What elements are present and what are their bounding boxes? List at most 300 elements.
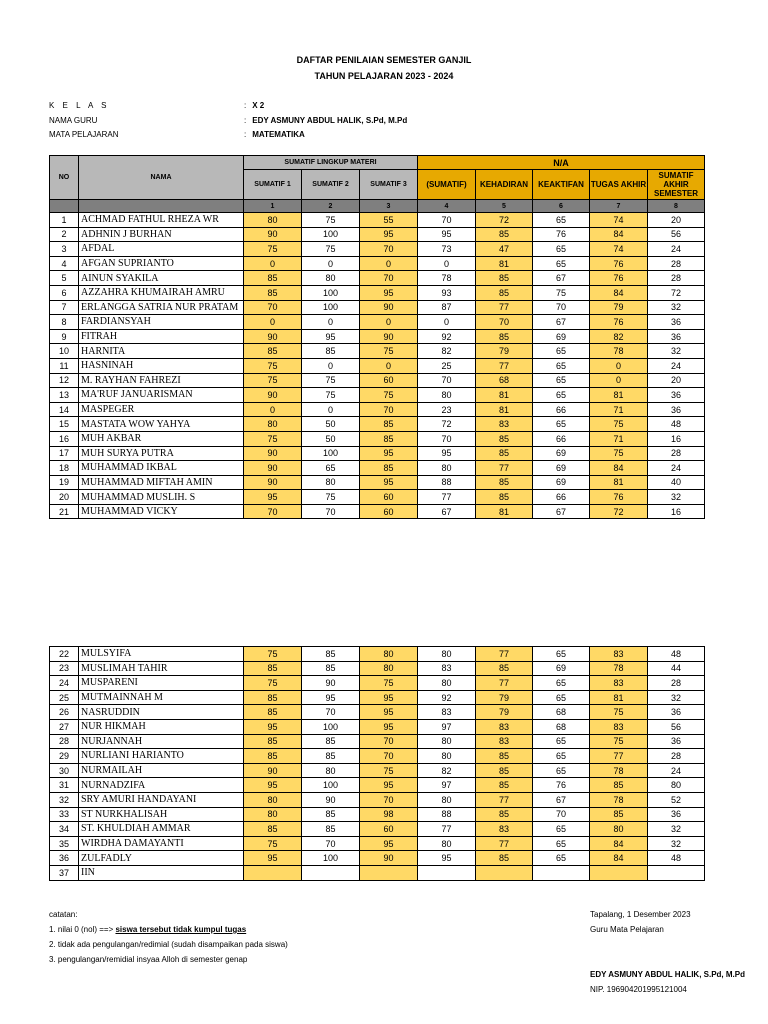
cell-kehadiran: 83 xyxy=(476,719,533,734)
cell-tugas-akhir: 75 xyxy=(590,705,648,720)
cell-kehadiran: 85 xyxy=(476,271,533,286)
cell-sumatif: 82 xyxy=(418,344,476,359)
cell-sumatif: 78 xyxy=(418,271,476,286)
cell-sumatif: 25 xyxy=(418,358,476,373)
cell-nama: AFGAN SUPRIANTO xyxy=(79,256,244,271)
cell-kehadiran: 85 xyxy=(476,778,533,793)
cell-sumatif: 80 xyxy=(418,836,476,851)
cell-no: 5 xyxy=(50,271,79,286)
cell-nama: MUTMAINNAH M xyxy=(79,690,244,705)
table-row xyxy=(50,676,705,691)
cell-keaktifan: 67 xyxy=(533,504,590,519)
cell-sumatif-2: 100 xyxy=(302,778,360,793)
cell-nama: NASRUDDIN xyxy=(79,705,244,720)
cell-sumatif: 80 xyxy=(418,734,476,749)
cell-sumatif: 77 xyxy=(418,822,476,837)
cell-kehadiran: 83 xyxy=(476,417,533,432)
cell-keaktifan: 70 xyxy=(533,807,590,822)
cell-sumatif-3: 60 xyxy=(360,373,418,388)
cell-sumatif-3: 80 xyxy=(360,647,418,662)
cell-sumatif-2: 85 xyxy=(302,661,360,676)
cell-nama: ADHNIN J BURHAN xyxy=(79,227,244,242)
cell-keaktifan: 65 xyxy=(533,763,590,778)
cell-no: 14 xyxy=(50,402,79,417)
cell-sumatif: 83 xyxy=(418,705,476,720)
cell-kehadiran: 85 xyxy=(476,446,533,461)
cell-sumatif-1: 95 xyxy=(244,778,302,793)
cell-keaktifan: 69 xyxy=(533,661,590,676)
cell-sas: 28 xyxy=(648,676,705,691)
grade-table-top xyxy=(49,155,705,519)
table-row xyxy=(50,402,705,417)
cell-keaktifan xyxy=(533,865,590,880)
cell-kehadiran: 79 xyxy=(476,690,533,705)
cell-sumatif: 82 xyxy=(418,763,476,778)
cell-sumatif-1: 90 xyxy=(244,329,302,344)
grade-table-bottom xyxy=(49,646,705,881)
cell-no: 13 xyxy=(50,388,79,403)
cell-sas: 48 xyxy=(648,647,705,662)
table-row xyxy=(50,778,705,793)
cell-no: 22 xyxy=(50,647,79,662)
cell-sumatif-1: 0 xyxy=(244,315,302,330)
cell-keaktifan: 65 xyxy=(533,822,590,837)
cell-tugas-akhir: 83 xyxy=(590,719,648,734)
info-label-mapel: MATA PELAJARAN xyxy=(49,130,119,139)
signature-name: EDY ASMUNY ABDUL HALIK, S.Pd, M.Pd xyxy=(590,970,745,979)
cell-no: 3 xyxy=(50,242,79,257)
cell-sumatif: 93 xyxy=(418,285,476,300)
cell-sumatif-2: 80 xyxy=(302,475,360,490)
cell-sumatif-2: 95 xyxy=(302,329,360,344)
cell-tugas-akhir: 76 xyxy=(590,256,648,271)
cell-sumatif-1: 90 xyxy=(244,388,302,403)
table-row xyxy=(50,661,705,676)
cell-nama: MUSLIMAH TAHIR xyxy=(79,661,244,676)
cell-keaktifan: 65 xyxy=(533,344,590,359)
cell-sumatif-1: 75 xyxy=(244,358,302,373)
cell-sas: 36 xyxy=(648,402,705,417)
cell-sumatif-1: 0 xyxy=(244,402,302,417)
cell-tugas-akhir: 76 xyxy=(590,271,648,286)
cell-no: 36 xyxy=(50,851,79,866)
cell-sumatif-3: 60 xyxy=(360,504,418,519)
cell-tugas-akhir: 71 xyxy=(590,402,648,417)
cell-no: 29 xyxy=(50,749,79,764)
cell-sumatif-1: 90 xyxy=(244,475,302,490)
cell-sumatif-2: 75 xyxy=(302,388,360,403)
cell-kehadiran: 85 xyxy=(476,475,533,490)
cell-sas: 36 xyxy=(648,705,705,720)
cell-tugas-akhir: 72 xyxy=(590,504,648,519)
cell-sas: 48 xyxy=(648,851,705,866)
cell-sumatif-3: 95 xyxy=(360,475,418,490)
table-row xyxy=(50,490,705,505)
cell-sumatif-2: 0 xyxy=(302,256,360,271)
table-row xyxy=(50,647,705,662)
cell-sas: 56 xyxy=(648,227,705,242)
cell-sumatif: 83 xyxy=(418,661,476,676)
table-row xyxy=(50,315,705,330)
cell-sumatif-3: 95 xyxy=(360,778,418,793)
cell-kehadiran: 85 xyxy=(476,851,533,866)
cell-sumatif-3: 60 xyxy=(360,490,418,505)
cell-keaktifan: 65 xyxy=(533,256,590,271)
cell-sumatif-3: 95 xyxy=(360,690,418,705)
cell-sumatif: 95 xyxy=(418,851,476,866)
cell-sumatif-3 xyxy=(360,865,418,880)
cell-kehadiran: 77 xyxy=(476,792,533,807)
cell-keaktifan: 69 xyxy=(533,446,590,461)
cell-nama: MUHAMMAD IKBAL xyxy=(79,461,244,476)
cell-sumatif-2: 0 xyxy=(302,358,360,373)
cell-tugas-akhir: 75 xyxy=(590,446,648,461)
cell-nama: MUH AKBAR xyxy=(79,431,244,446)
header-index-6: 6 xyxy=(533,200,590,213)
cell-kehadiran: 72 xyxy=(476,213,533,228)
cell-kehadiran: 77 xyxy=(476,676,533,691)
cell-sumatif: 67 xyxy=(418,504,476,519)
cell-no: 6 xyxy=(50,285,79,300)
cell-sumatif-3: 75 xyxy=(360,763,418,778)
cell-no: 31 xyxy=(50,778,79,793)
cell-sumatif-1: 90 xyxy=(244,763,302,778)
cell-tugas-akhir: 78 xyxy=(590,792,648,807)
cell-kehadiran: 77 xyxy=(476,300,533,315)
cell-tugas-akhir: 84 xyxy=(590,851,648,866)
cell-sumatif-2: 85 xyxy=(302,749,360,764)
cell-sas: 32 xyxy=(648,822,705,837)
cell-sumatif-3: 85 xyxy=(360,417,418,432)
cell-keaktifan: 65 xyxy=(533,734,590,749)
cell-sumatif-2: 80 xyxy=(302,271,360,286)
cell-no: 27 xyxy=(50,719,79,734)
cell-tugas-akhir: 83 xyxy=(590,647,648,662)
cell-sas: 24 xyxy=(648,461,705,476)
cell-sumatif-1: 75 xyxy=(244,431,302,446)
cell-sas: 28 xyxy=(648,256,705,271)
cell-no: 17 xyxy=(50,446,79,461)
cell-kehadiran: 68 xyxy=(476,373,533,388)
cell-tugas-akhir: 77 xyxy=(590,749,648,764)
cell-sumatif-3: 75 xyxy=(360,676,418,691)
cell-sumatif-3: 60 xyxy=(360,822,418,837)
cell-no: 11 xyxy=(50,358,79,373)
cell-keaktifan: 70 xyxy=(533,300,590,315)
cell-sumatif-1: 85 xyxy=(244,661,302,676)
cell-tugas-akhir: 81 xyxy=(590,388,648,403)
cell-tugas-akhir: 80 xyxy=(590,822,648,837)
cell-sas: 32 xyxy=(648,300,705,315)
cell-sas: 52 xyxy=(648,792,705,807)
cell-sumatif: 97 xyxy=(418,778,476,793)
header-kehadiran: KEHADIRAN xyxy=(476,170,533,200)
cell-tugas-akhir: 75 xyxy=(590,734,648,749)
cell-sumatif-3: 95 xyxy=(360,719,418,734)
cell-sumatif-1: 80 xyxy=(244,417,302,432)
cell-sumatif-3: 70 xyxy=(360,242,418,257)
cell-sumatif-1: 95 xyxy=(244,851,302,866)
cell-sumatif-3: 70 xyxy=(360,792,418,807)
table-row xyxy=(50,227,705,242)
cell-kehadiran: 85 xyxy=(476,227,533,242)
cell-keaktifan: 69 xyxy=(533,475,590,490)
cell-sumatif-2: 85 xyxy=(302,344,360,359)
cell-nama: ACHMAD FATHUL RHEZA WR xyxy=(79,213,244,228)
cell-sas: 24 xyxy=(648,763,705,778)
cell-keaktifan: 66 xyxy=(533,402,590,417)
cell-kehadiran: 81 xyxy=(476,402,533,417)
table-row xyxy=(50,865,705,880)
cell-nama: ST. KHULDIAH AMMAR xyxy=(79,822,244,837)
cell-sumatif-3: 80 xyxy=(360,661,418,676)
header-index-1: 1 xyxy=(244,200,302,213)
cell-sumatif: 0 xyxy=(418,315,476,330)
cell-keaktifan: 65 xyxy=(533,242,590,257)
cell-keaktifan: 67 xyxy=(533,271,590,286)
table-row xyxy=(50,836,705,851)
cell-keaktifan: 65 xyxy=(533,836,590,851)
cell-nama: MUH SURYA PUTRA xyxy=(79,446,244,461)
cell-sumatif-2: 85 xyxy=(302,647,360,662)
cell-sumatif-2: 75 xyxy=(302,242,360,257)
cell-sumatif-2: 0 xyxy=(302,402,360,417)
cell-no: 32 xyxy=(50,792,79,807)
cell-sumatif-2: 100 xyxy=(302,285,360,300)
cell-sumatif: 88 xyxy=(418,475,476,490)
cell-nama: SRY AMURI HANDAYANI xyxy=(79,792,244,807)
cell-nama: ERLANGGA SATRIA NUR PRATAM xyxy=(79,300,244,315)
cell-sumatif: 80 xyxy=(418,388,476,403)
cell-tugas-akhir: 76 xyxy=(590,490,648,505)
header-tugas-akhir: TUGAS AKHIR xyxy=(590,170,648,200)
cell-sas: 24 xyxy=(648,358,705,373)
header-keaktifan: KEAKTIFAN xyxy=(533,170,590,200)
cell-sumatif xyxy=(418,865,476,880)
cell-keaktifan: 76 xyxy=(533,227,590,242)
header-sumatif-2: SUMATIF 2 xyxy=(302,170,360,200)
cell-sumatif-2: 0 xyxy=(302,315,360,330)
cell-sumatif-1: 80 xyxy=(244,213,302,228)
cell-no: 21 xyxy=(50,504,79,519)
cell-sumatif-3: 85 xyxy=(360,461,418,476)
cell-sumatif-1: 75 xyxy=(244,373,302,388)
cell-sumatif-3: 95 xyxy=(360,836,418,851)
cell-nama: WIRDHA DAMAYANTI xyxy=(79,836,244,851)
cell-sumatif: 80 xyxy=(418,676,476,691)
cell-sas: 28 xyxy=(648,446,705,461)
cell-no: 8 xyxy=(50,315,79,330)
cell-sumatif-1: 90 xyxy=(244,446,302,461)
cell-sas: 20 xyxy=(648,373,705,388)
cell-no: 28 xyxy=(50,734,79,749)
cell-sumatif-2: 85 xyxy=(302,822,360,837)
cell-sas: 44 xyxy=(648,661,705,676)
cell-nama: IIN xyxy=(79,865,244,880)
cell-nama: NUR HIKMAH xyxy=(79,719,244,734)
table-row xyxy=(50,734,705,749)
cell-keaktifan: 65 xyxy=(533,676,590,691)
cell-tugas-akhir: 75 xyxy=(590,417,648,432)
cell-no: 1 xyxy=(50,213,79,228)
table-row xyxy=(50,285,705,300)
cell-nama: NURMAILAH xyxy=(79,763,244,778)
cell-kehadiran: 85 xyxy=(476,763,533,778)
cell-no: 4 xyxy=(50,256,79,271)
cell-nama: MUHAMMAD MUSLIH. S xyxy=(79,490,244,505)
cell-tugas-akhir: 76 xyxy=(590,315,648,330)
cell-sumatif: 80 xyxy=(418,792,476,807)
cell-no: 20 xyxy=(50,490,79,505)
cell-nama: NURJANNAH xyxy=(79,734,244,749)
cell-nama: MA'RUF JANUARISMAN xyxy=(79,388,244,403)
table-row xyxy=(50,388,705,403)
cell-keaktifan: 65 xyxy=(533,417,590,432)
signature-place-date: Tapalang, 1 Desember 2023 xyxy=(590,910,691,919)
cell-sumatif-2: 100 xyxy=(302,719,360,734)
cell-no: 33 xyxy=(50,807,79,822)
header-sumatif-lingkup-materi: SUMATIF LINGKUP MATERI xyxy=(244,156,418,170)
cell-sumatif: 87 xyxy=(418,300,476,315)
cell-sumatif-1: 85 xyxy=(244,271,302,286)
cell-sumatif-1: 85 xyxy=(244,822,302,837)
cell-kehadiran: 77 xyxy=(476,836,533,851)
cell-nama: MUHAMMAD VICKY xyxy=(79,504,244,519)
cell-sumatif-2: 65 xyxy=(302,461,360,476)
cell-sumatif-2: 75 xyxy=(302,490,360,505)
cell-sas: 36 xyxy=(648,329,705,344)
cell-tugas-akhir: 78 xyxy=(590,661,648,676)
cell-no: 35 xyxy=(50,836,79,851)
cell-sumatif: 95 xyxy=(418,227,476,242)
cell-keaktifan: 65 xyxy=(533,388,590,403)
header-index-3: 3 xyxy=(360,200,418,213)
cell-sumatif: 77 xyxy=(418,490,476,505)
cell-sas: 32 xyxy=(648,344,705,359)
cell-sumatif-3: 70 xyxy=(360,734,418,749)
cell-no: 15 xyxy=(50,417,79,432)
header-sumatif-akhir-semester: SUMATIF AKHIR SEMESTER xyxy=(648,170,705,200)
cell-sas: 20 xyxy=(648,213,705,228)
document-subtitle: TAHUN PELAJARAN 2023 - 2024 xyxy=(314,71,454,81)
cell-nama: MULSYIFA xyxy=(79,647,244,662)
cell-sumatif-3: 55 xyxy=(360,213,418,228)
cell-kehadiran: 85 xyxy=(476,661,533,676)
cell-tugas-akhir: 79 xyxy=(590,300,648,315)
cell-kehadiran: 85 xyxy=(476,490,533,505)
cell-sumatif-2: 100 xyxy=(302,446,360,461)
cell-sumatif-3: 95 xyxy=(360,446,418,461)
cell-sumatif-1: 90 xyxy=(244,461,302,476)
cell-kehadiran: 83 xyxy=(476,734,533,749)
cell-kehadiran: 85 xyxy=(476,431,533,446)
header-sumatif: (SUMATIF) xyxy=(418,170,476,200)
cell-sumatif-1: 85 xyxy=(244,734,302,749)
table-row xyxy=(50,329,705,344)
cell-sumatif-2: 85 xyxy=(302,807,360,822)
cell-sumatif-2: 85 xyxy=(302,734,360,749)
cell-nama: AINUN SYAKILA xyxy=(79,271,244,286)
cell-sas: 16 xyxy=(648,504,705,519)
cell-sumatif-3: 70 xyxy=(360,271,418,286)
cell-sumatif-2: 90 xyxy=(302,792,360,807)
cell-sumatif: 0 xyxy=(418,256,476,271)
cell-nama: MUHAMMAD MIFTAH AMIN xyxy=(79,475,244,490)
cell-sas xyxy=(648,865,705,880)
header-nama: NAMA xyxy=(79,156,244,200)
info-label-kelas: K E L A S xyxy=(49,101,110,110)
cell-no: 24 xyxy=(50,676,79,691)
cell-sas: 72 xyxy=(648,285,705,300)
cell-sumatif: 70 xyxy=(418,213,476,228)
cell-sumatif: 70 xyxy=(418,431,476,446)
cell-kehadiran: 83 xyxy=(476,822,533,837)
cell-no: 10 xyxy=(50,344,79,359)
cell-tugas-akhir: 83 xyxy=(590,676,648,691)
cell-keaktifan: 76 xyxy=(533,778,590,793)
cell-keaktifan: 75 xyxy=(533,285,590,300)
header-no: NO xyxy=(50,156,79,200)
cell-no: 37 xyxy=(50,865,79,880)
cell-sumatif-3: 90 xyxy=(360,329,418,344)
cell-no: 30 xyxy=(50,763,79,778)
cell-no: 9 xyxy=(50,329,79,344)
table-row xyxy=(50,256,705,271)
cell-keaktifan: 66 xyxy=(533,431,590,446)
cell-sas: 36 xyxy=(648,734,705,749)
cell-sas: 48 xyxy=(648,417,705,432)
cell-sas: 32 xyxy=(648,836,705,851)
cell-nama: HASNINAH xyxy=(79,358,244,373)
cell-tugas-akhir: 78 xyxy=(590,344,648,359)
cell-no: 16 xyxy=(50,431,79,446)
signature-nip: NIP. 196904201995121004 xyxy=(590,985,687,994)
cell-no: 18 xyxy=(50,461,79,476)
cell-kehadiran: 77 xyxy=(476,358,533,373)
cell-sas: 16 xyxy=(648,431,705,446)
cell-tugas-akhir: 82 xyxy=(590,329,648,344)
cell-sumatif-2: 50 xyxy=(302,417,360,432)
header-index-7: 7 xyxy=(590,200,648,213)
table-row xyxy=(50,822,705,837)
cell-sumatif: 70 xyxy=(418,373,476,388)
cell-sumatif-3: 85 xyxy=(360,431,418,446)
cell-kehadiran: 85 xyxy=(476,807,533,822)
cell-sumatif: 95 xyxy=(418,446,476,461)
table-row xyxy=(50,213,705,228)
cell-tugas-akhir: 85 xyxy=(590,778,648,793)
cell-sumatif-1 xyxy=(244,865,302,880)
cell-sumatif-3: 75 xyxy=(360,388,418,403)
table-row xyxy=(50,719,705,734)
cell-sumatif-1: 95 xyxy=(244,719,302,734)
cell-sumatif-3: 0 xyxy=(360,315,418,330)
document-title: DAFTAR PENILAIAN SEMESTER GANJIL xyxy=(296,55,472,65)
cell-no: 26 xyxy=(50,705,79,720)
cell-sumatif-1: 85 xyxy=(244,285,302,300)
note-2: 2. tidak ada pengulangan/redimial (sudah disampaikan pada siswa) xyxy=(49,940,288,949)
cell-kehadiran: 77 xyxy=(476,647,533,662)
cell-sumatif: 92 xyxy=(418,329,476,344)
cell-sas: 32 xyxy=(648,490,705,505)
cell-sas: 36 xyxy=(648,807,705,822)
cell-nama: MUSPARENI xyxy=(79,676,244,691)
cell-sumatif: 23 xyxy=(418,402,476,417)
cell-keaktifan: 65 xyxy=(533,647,590,662)
table-row xyxy=(50,690,705,705)
cell-no: 23 xyxy=(50,661,79,676)
cell-sumatif-3: 0 xyxy=(360,358,418,373)
